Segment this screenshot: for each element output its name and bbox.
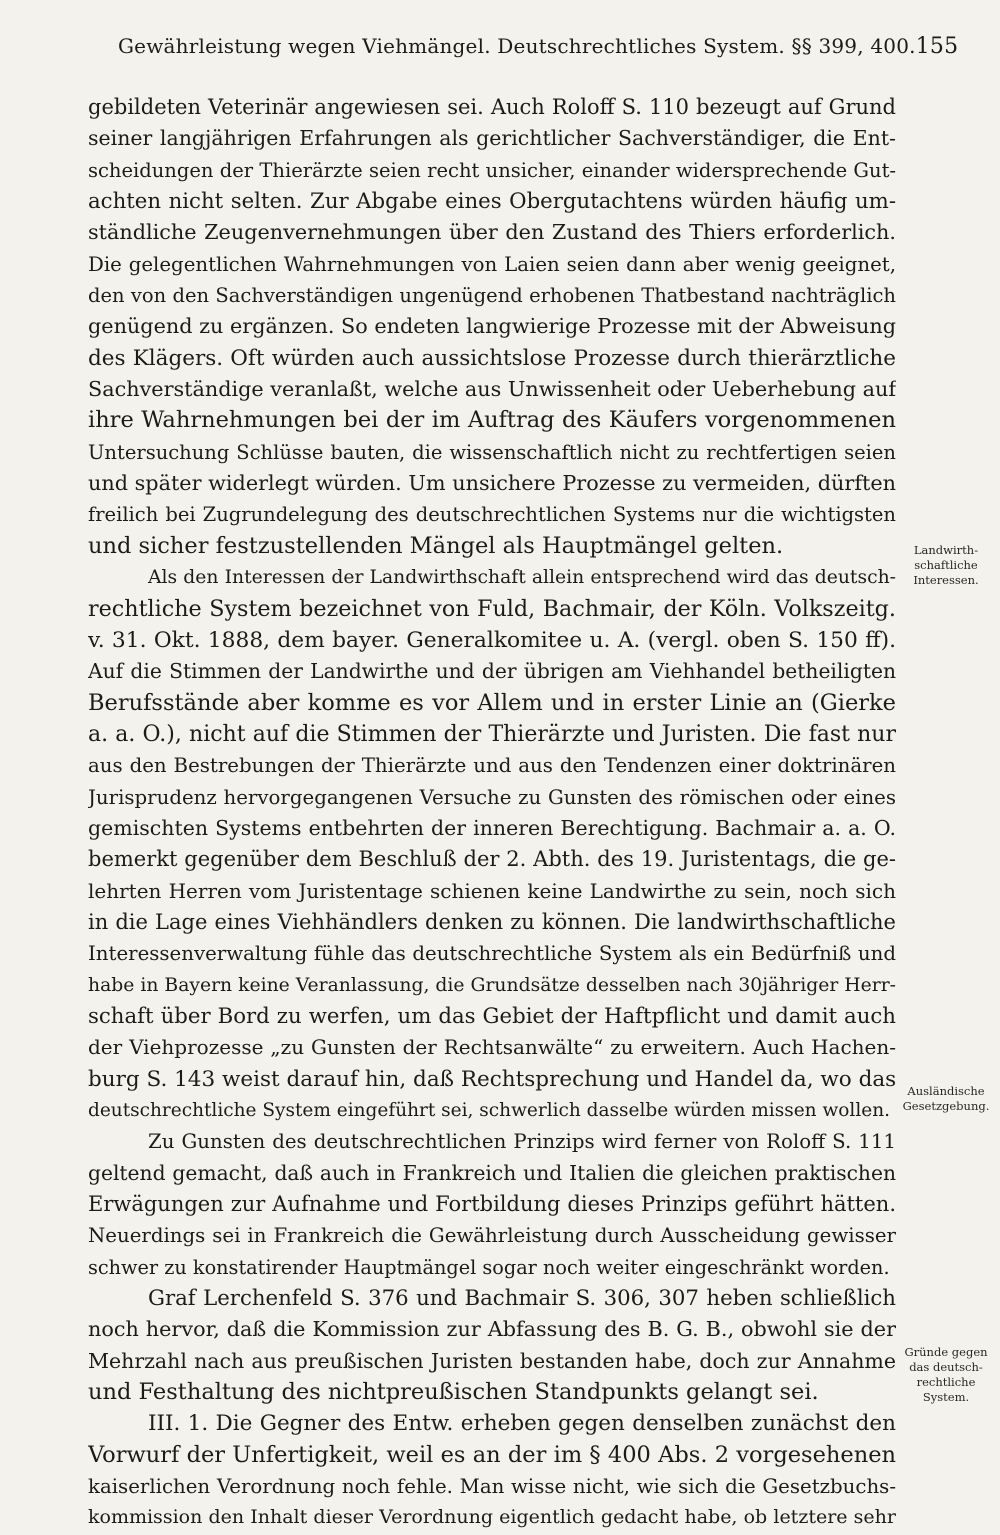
margin-note-line: Gesetzgebung. xyxy=(902,1099,990,1113)
text-line: III. 1. Die Gegner des Entw. erheben gegen denselben zunächst den xyxy=(148,1411,896,1437)
text-line: und später widerlegt würden. Um unsichere Prozesse zu vermeiden, dürften xyxy=(88,471,896,496)
text-line: deutschrechtliche System eingeführt sei, schwerlich dasselbe würden missen wollen. xyxy=(88,1100,891,1121)
text-line: genügend zu ergänzen. So endeten langwierige Prozesse mit der Abweisung xyxy=(88,314,896,339)
text-line: Jurisprudenz hervorgegangenen Versuche zu Gunsten des römischen oder eines xyxy=(88,785,896,809)
text-line: kaiserlichen Verordnung noch fehle. Man wisse nicht, wie sich die Gesetzbuchs- xyxy=(88,1475,896,1499)
text-line: ständliche Zeugenvernehmungen über den Zustand des Thiers erforderlich. xyxy=(88,220,896,245)
margin-note-line: Landwirth- xyxy=(913,543,979,557)
text-line: kommission den Inhalt dieser Verordnung eigentlich gedacht habe, ob letztere sehr xyxy=(88,1506,896,1529)
running-head-title: Gewährleistung wegen Viehmängel. Deutschrechtliches System. §§ 399, 400. xyxy=(118,34,916,58)
text-line: burg S. 143 weist darauf hin, daß Rechtsprechung und Handel da, wo das xyxy=(88,1066,896,1092)
text-line: a. a. O.), nicht auf die Stimmen der Thierärzte und Juristen. Die fast nur xyxy=(88,721,896,747)
text-line: Sachverständige veranlaßt, welche aus Unwissenheit oder Ueberhebung auf xyxy=(88,377,896,402)
text-line: Als den Interessen der Landwirthschaft allein entsprechend wird das deutsch- xyxy=(148,567,896,589)
margin-note-line: Interessen. xyxy=(913,573,979,587)
margin-note-line: rechtliche xyxy=(916,1375,976,1389)
margin-note-gruende-gegen-system xyxy=(900,1345,992,1405)
text-line: Vorwurf der Unfertigkeit, weil es an der im § 400 Abs. 2 vorgesehenen xyxy=(88,1441,896,1468)
text-line: Erwägungen zur Aufnahme und Fortbildung dieses Prinzips geführt hätten. xyxy=(88,1192,896,1217)
text-line: Zu Gunsten des deutschrechtlichen Prinzips wird ferner von Roloff S. 111 xyxy=(148,1130,896,1154)
text-line: seiner langjährigen Erfahrungen als gerichtlicher Sachverständiger, die Ent- xyxy=(88,126,896,151)
margin-note-line: schaftliche xyxy=(914,558,978,572)
text-line: v. 31. Okt. 1888, dem bayer. Generalkomitee u. A. (vergl. oben S. 150 ff). xyxy=(88,627,896,653)
margin-note-landwirthschaftliche-interessen xyxy=(900,543,992,588)
text-line: Berufsstände aber komme es vor Allem und in erster Linie an (Gierke xyxy=(88,689,896,716)
text-line: ihre Wahrnehmungen bei der im Auftrag des Käufers vorgenommenen xyxy=(88,407,896,434)
margin-note-line: Gründe gegen xyxy=(904,1345,988,1359)
text-line: geltend gemacht, daß auch in Frankreich und Italien die gleichen praktischen xyxy=(88,1160,896,1185)
text-line: Graf Lerchenfeld S. 376 und Bachmair S. 306, 307 heben schließlich xyxy=(148,1286,896,1312)
margin-note-line: System. xyxy=(922,1390,970,1404)
text-line: bemerkt gegenüber dem Beschluß der 2. Abth. des 19. Juristentags, die ge- xyxy=(88,847,896,872)
margin-note-line: Ausländische xyxy=(907,1084,985,1098)
margin-note-auslaendische-gesetzgebung xyxy=(900,1084,992,1114)
text-line: scheidungen der Thierärzte seien recht unsicher, einander widersprechende Gut- xyxy=(88,158,896,182)
text-line: in die Lage eines Viehhändlers denken zu können. Die landwirthschaftliche xyxy=(88,909,896,934)
body-text xyxy=(88,92,896,1534)
text-line: Die gelegentlichen Wahrnehmungen von Laien seien dann aber wenig geeignet, xyxy=(88,252,896,276)
text-line: aus den Bestrebungen der Thierärzte und aus den Tendenzen einer doktrinären xyxy=(88,754,896,778)
page-number: 155 xyxy=(915,34,959,59)
text-line: den von den Sachverständigen ungenügend erhobenen Thatbestand nachträglich xyxy=(88,284,896,308)
text-line: Mehrzahl nach aus preußischen Juristen bestanden habe, doch zur Annahme xyxy=(88,1348,896,1373)
text-line: Neuerdings sei in Frankreich die Gewährleistung durch Ausscheidung gewisser xyxy=(88,1224,896,1248)
text-line: schwer zu konstatirender Hauptmängel sogar noch weiter eingeschränkt worden. xyxy=(88,1255,890,1279)
text-line: Auf die Stimmen der Landwirthe und der übrigen am Viehhandel betheiligten xyxy=(88,659,896,684)
text-line: schaft über Bord zu werfen, um das Gebiet der Haftpflicht und damit auch xyxy=(88,1003,896,1029)
text-line: noch hervor, daß die Kommission zur Abfassung des B. G. B., obwohl sie der xyxy=(88,1317,896,1342)
text-line: Untersuchung Schlüsse bauten, die wissenschaftlich nicht zu rechtfertigen seien xyxy=(88,440,896,464)
text-line: rechtliche System bezeichnet von Fuld, Bachmair, der Köln. Volkszeitg. xyxy=(88,595,896,622)
text-line: freilich bei Zugrundelegung des deutschrechtlichen Systems nur die wichtigsten xyxy=(88,503,896,527)
text-line: Interessenverwaltung fühle das deutschrechtliche System als ein Bedürfniß und xyxy=(88,942,896,966)
margin-note-line: das deutsch- xyxy=(909,1360,983,1374)
text-line: achten nicht selten. Zur Abgabe eines Obergutachtens würden häufig um- xyxy=(88,189,896,215)
text-line: gebildeten Veterinär angewiesen sei. Auch Roloff S. 110 bezeugt auf Grund xyxy=(88,95,896,119)
text-line: habe in Bayern keine Veranlassung, die Grundsätze desselben nach 30jähriger Herr- xyxy=(88,974,896,996)
text-line: des Klägers. Oft würden auch aussichtslose Prozesse durch thierärztliche xyxy=(88,345,896,371)
text-line: und sicher festzustellenden Mängel als Hauptmängel gelten. xyxy=(88,532,784,559)
running-head xyxy=(118,34,959,59)
text-line: der Viehprozesse „zu Gunsten der Rechtsanwälte“ zu erweitern. Auch Hachen- xyxy=(88,1035,896,1060)
text-line: lehrten Herren vom Juristentage schienen keine Landwirthe zu sein, noch sich xyxy=(88,878,896,903)
text-line: gemischten Systems entbehrten der inneren Berechtigung. Bachmair a. a. O. xyxy=(88,815,896,840)
text-line: und Festhaltung des nichtpreußischen Standpunkts gelangt sei. xyxy=(88,1379,819,1406)
